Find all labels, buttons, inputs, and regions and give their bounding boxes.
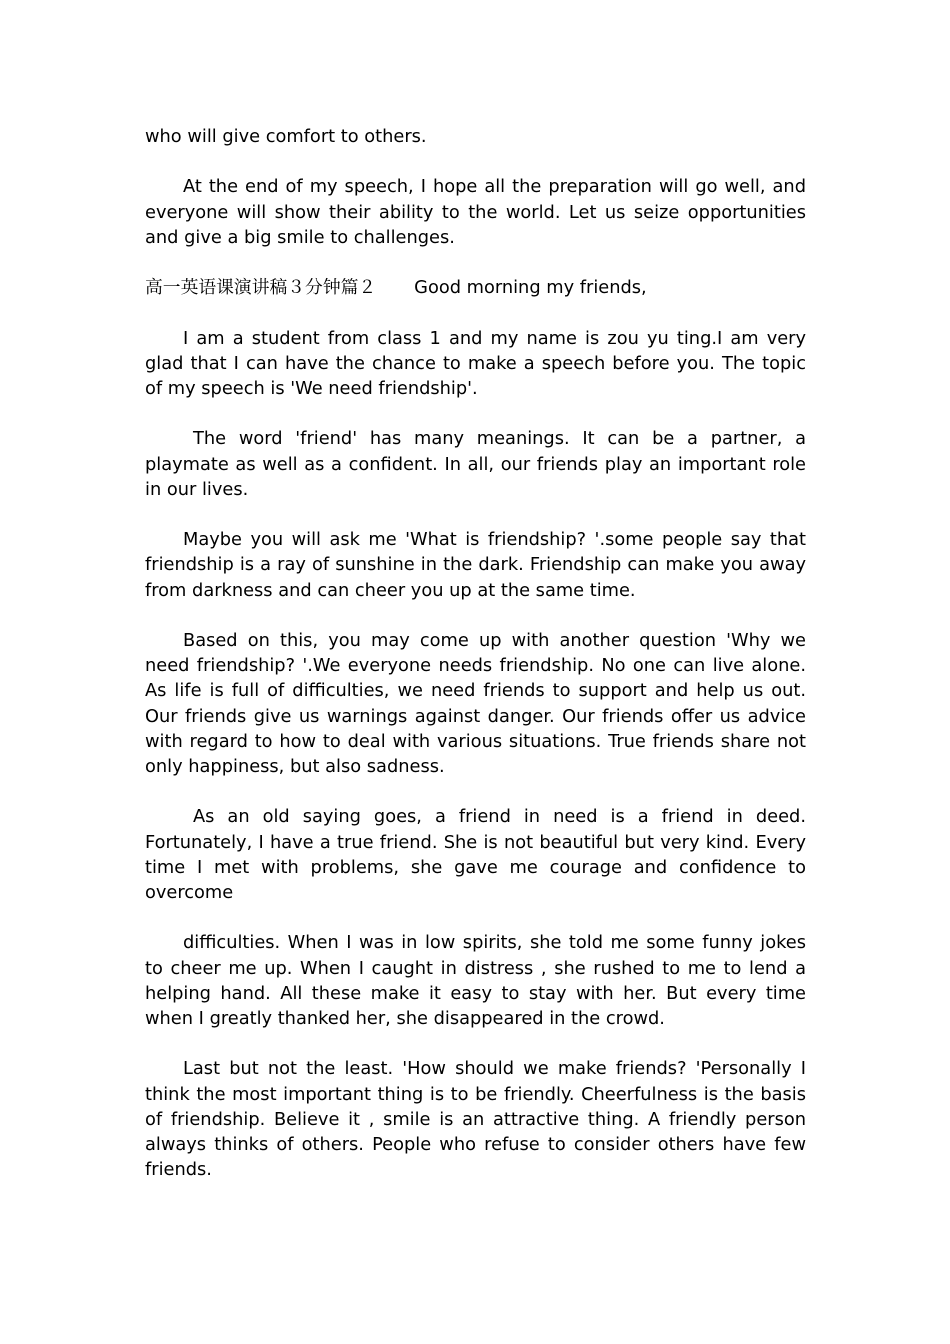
paragraph-closing: At the end of my speech, I hope all the preparation will go well, and everyone will show their ability to the world. Let us seize opportunities and give a big smile to challenges. bbox=[145, 176, 806, 248]
paragraph-why-friendship: Based on this, you may come up with another question 'Why we need friendship? '.We everyone needs friendship. No one can live alone. As life is full of difficulties, we need friends to support and help us out. Our friends give us warnings against danger. Our friends offer us advice with regard to how to deal with various situations. True friends share not only happiness, but also sadness. bbox=[145, 629, 806, 777]
paragraph-difficulties: difficulties. When I was in low spirits, she told me some funny jokes to cheer me up. When I caught in distress , she rushed to me to lend a helping hand. All these make it easy to stay with her. But every time when I greatly thanked her, she disappeared in the crowd. bbox=[145, 932, 806, 1029]
paragraph-continuation: who will give comfort to others. bbox=[145, 126, 427, 147]
paragraph-introduction: I am a student from class 1 and my name is zou yu ting.I am very glad that I can have the chance to make a speech before you. The topic of my speech is 'We need friendship'. bbox=[145, 327, 806, 399]
document-page bbox=[145, 124, 806, 1208]
paragraph-what-is-friendship: Maybe you will ask me 'What is friendship? '.some people say that friendship is a ray of sunshine in the dark. Friendship can make you away from darkness and can cheer you up at the same time. bbox=[145, 529, 806, 601]
paragraph-friend-meaning: The word 'friend' has many meanings. It can be a partner, a playmate as well as a confident. In all, our friends play an important role in our lives. bbox=[145, 428, 806, 500]
section-heading bbox=[145, 275, 806, 300]
greeting-text: Good morning my friends, bbox=[414, 277, 647, 299]
paragraph-old-saying: As an old saying goes, a friend in need is a friend in deed. Fortunately, I have a true friend. She is not beautiful but very kind. Every time I met with problems, she gave me courage and confidence to overcome bbox=[145, 806, 806, 903]
section-title: 高一英语课演讲稿３分钟篇２ bbox=[145, 277, 377, 299]
paragraph-make-friends: Last but not the least. 'How should we make friends? 'Personally I think the most important thing is to be friendly. Cheerfulness is the basis of friendship. Believe it , smile is an attractive thing. A friendly person always thinks of others. People who refuse to consider others have few friends. bbox=[145, 1058, 806, 1181]
